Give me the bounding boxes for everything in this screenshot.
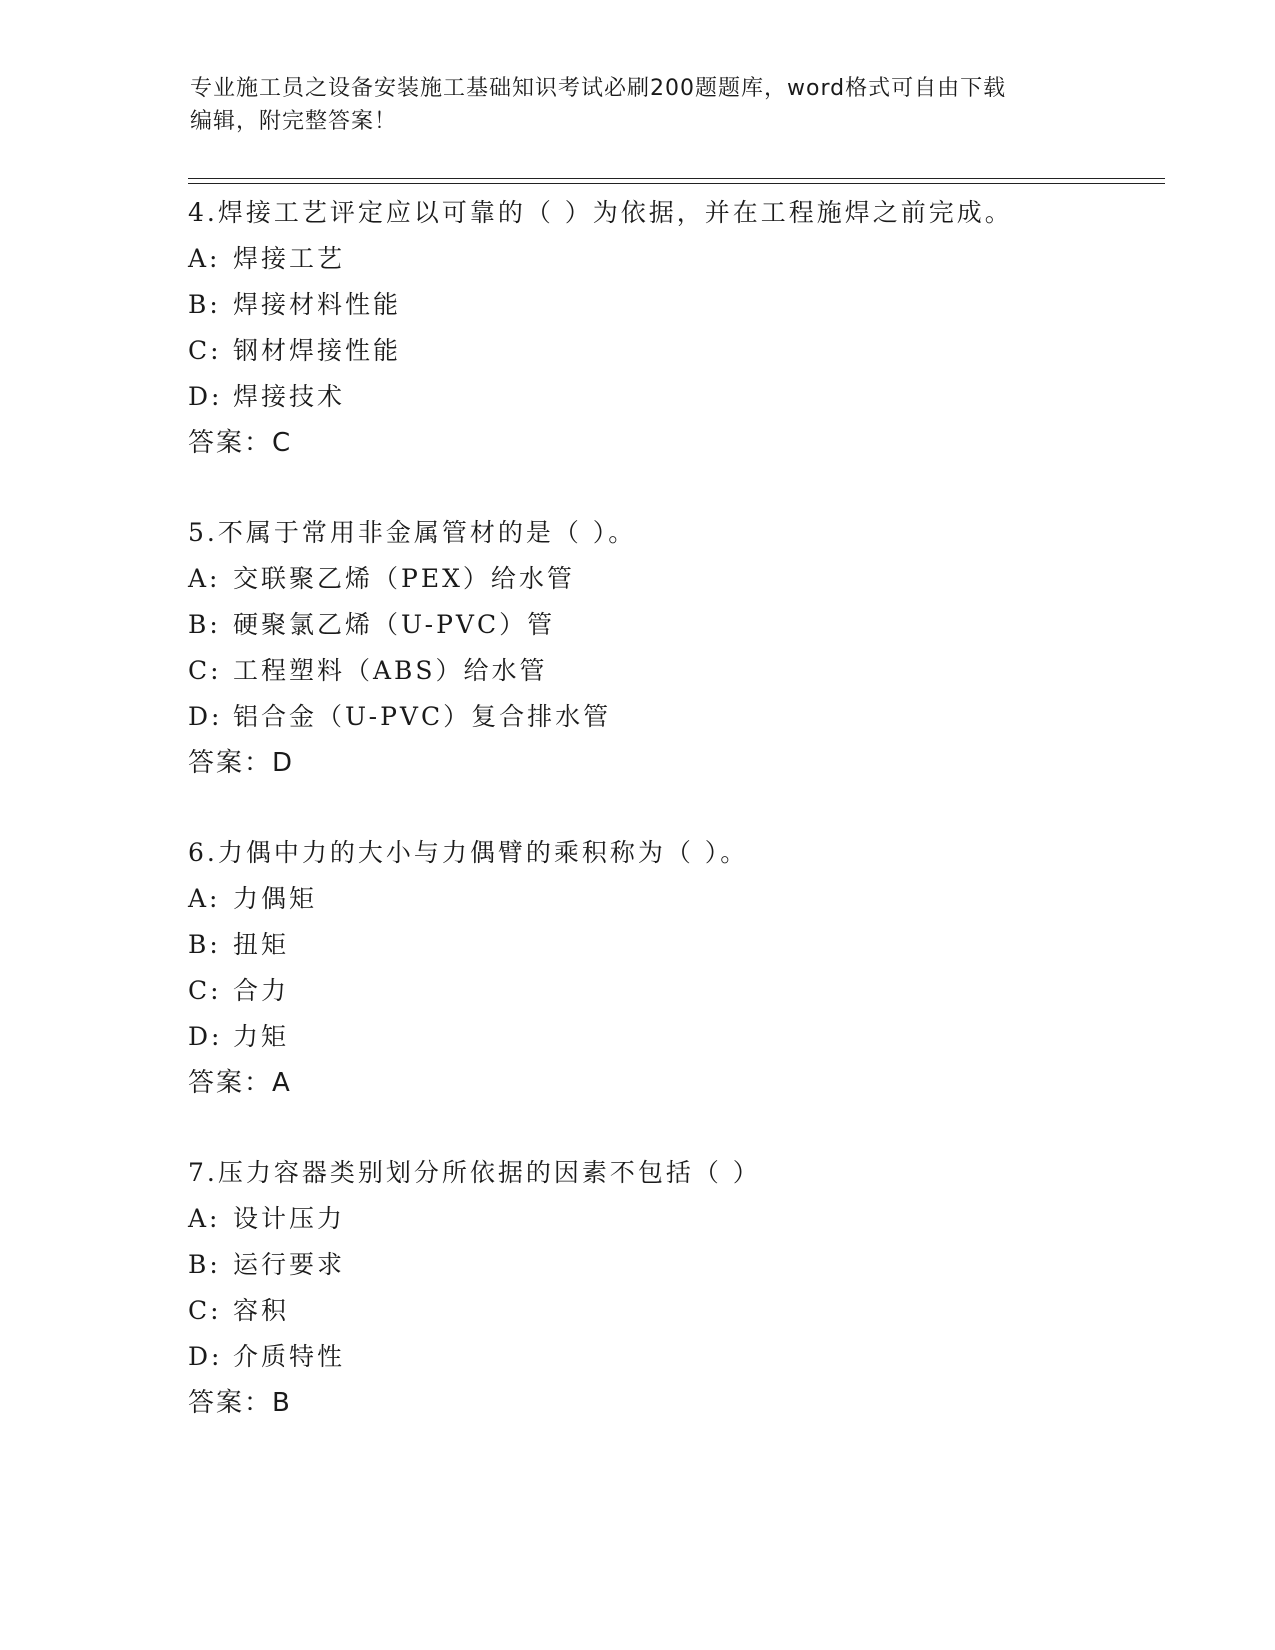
option-text: 铝合金（U-PVC）复合排水管	[233, 702, 612, 731]
option-b	[188, 1242, 1188, 1288]
option-d	[188, 1014, 1188, 1060]
header-line-2: 编辑，附完整答案！	[190, 109, 398, 134]
option-a	[188, 556, 1188, 602]
option-b	[188, 282, 1188, 328]
option-c	[188, 328, 1188, 374]
question-7	[188, 1150, 1188, 1426]
option-c	[188, 1288, 1188, 1334]
option-text: 运行要求	[233, 1250, 346, 1279]
question-4	[188, 190, 1188, 466]
option-text: 交联聚乙烯（PEX）给水管	[233, 564, 575, 593]
option-letter: D:	[188, 702, 223, 731]
question-list	[188, 190, 1188, 1470]
option-letter: C:	[188, 1296, 222, 1325]
option-a	[188, 236, 1188, 282]
option-b	[188, 602, 1188, 648]
option-text: 焊接工艺	[233, 244, 346, 273]
option-c	[188, 648, 1188, 694]
option-text: 介质特性	[233, 1342, 346, 1371]
option-d	[188, 374, 1188, 420]
option-letter: B:	[188, 930, 221, 959]
option-letter: A:	[188, 564, 221, 593]
option-text: 力偶矩	[233, 884, 318, 913]
question-stem: 4.焊接工艺评定应以可靠的（ ）为依据，并在工程施焊之前完成。	[188, 198, 1013, 227]
option-letter: B:	[188, 290, 221, 319]
option-a	[188, 1196, 1188, 1242]
option-text: 钢材焊接性能	[233, 336, 402, 365]
option-text: 合力	[233, 976, 290, 1005]
option-b	[188, 922, 1188, 968]
option-text: 焊接技术	[233, 382, 346, 411]
question-5	[188, 510, 1188, 786]
option-letter: A:	[188, 884, 221, 913]
option-letter: C:	[188, 336, 222, 365]
option-letter: A:	[188, 1204, 221, 1233]
option-text: 力矩	[233, 1022, 290, 1051]
option-letter: D:	[188, 382, 223, 411]
header-divider-bottom	[188, 183, 1165, 184]
option-d	[188, 1334, 1188, 1380]
document-header	[190, 72, 1090, 138]
option-letter: A:	[188, 244, 221, 273]
question-stem: 6.力偶中力的大小与力偶臂的乘积称为（ ）。	[188, 838, 749, 867]
option-text: 工程塑料（ABS）给水管	[233, 656, 548, 685]
option-letter: C:	[188, 976, 222, 1005]
header-line-1: 专业施工员之设备安装施工基础知识考试必刷200题题库，word格式可自由下载	[190, 76, 1007, 101]
header-divider-top	[188, 178, 1165, 179]
answer-line: 答案：C	[188, 428, 293, 458]
option-letter: C:	[188, 656, 222, 685]
option-text: 焊接材料性能	[233, 290, 402, 319]
option-text: 硬聚氯乙烯（U-PVC）管	[233, 610, 556, 639]
option-letter: B:	[188, 610, 221, 639]
question-6	[188, 830, 1188, 1106]
option-letter: D:	[188, 1022, 223, 1051]
option-text: 设计压力	[233, 1204, 346, 1233]
option-a	[188, 876, 1188, 922]
question-stem: 7.压力容器类别划分所依据的因素不包括（ ）	[188, 1158, 761, 1187]
option-d	[188, 694, 1188, 740]
answer-line: 答案：D	[188, 748, 295, 778]
option-letter: D:	[188, 1342, 223, 1371]
option-c	[188, 968, 1188, 1014]
option-text: 扭矩	[233, 930, 290, 959]
option-text: 容积	[233, 1296, 290, 1325]
answer-line: 答案：B	[188, 1388, 292, 1418]
answer-line: 答案：A	[188, 1068, 292, 1098]
question-stem: 5.不属于常用非金属管材的是（ ）。	[188, 518, 637, 547]
option-letter: B:	[188, 1250, 221, 1279]
